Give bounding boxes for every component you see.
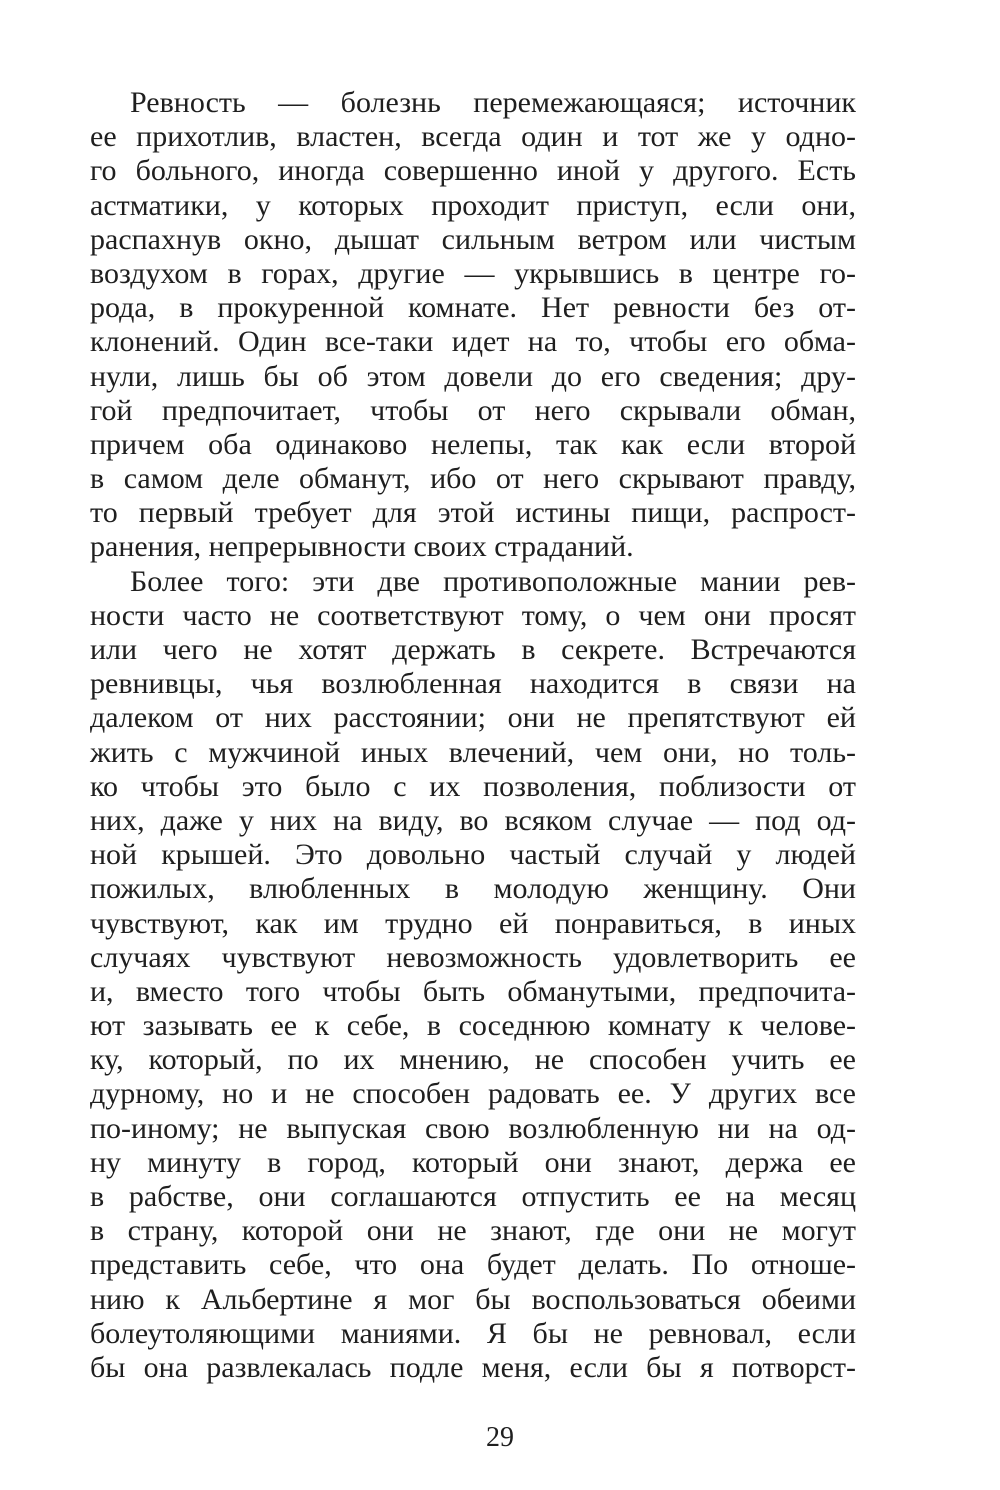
text-line: нули, лишь бы об этом довели до его сведения; дру-	[90, 359, 856, 393]
text-line: них, даже у них на виду, во всяком случае — под од-	[90, 803, 856, 837]
text-line: болеутоляющими маниями. Я бы не ревновал, если	[90, 1316, 856, 1350]
text-line: дурному, но и не способен радовать ее. У других все	[90, 1077, 856, 1111]
text-line: ют зазывать ее к себе, в соседнюю комнату к челове-	[90, 1009, 856, 1043]
text-line: Более того: эти две противоположные мании рев-	[130, 564, 856, 598]
text-line: распахнув окно, дышат сильным ветром или чистым	[90, 222, 856, 256]
text-line: го больного, иногда совершенно иной у другого. Есть	[90, 154, 856, 188]
text-line: бы она развлекалась подле меня, если бы я потворст-	[90, 1350, 856, 1384]
text-line: пожилых, влюбленных в молодую женщину. Они	[90, 872, 856, 906]
text-line: чувствуют, как им трудно ей понравиться, в иных	[90, 906, 856, 940]
text-line: то первый требует для этой истины пищи, распрост-	[90, 496, 856, 530]
text-line: рода, в прокуренной комнате. Нет ревности без от-	[90, 291, 856, 325]
text-line: воздухом в горах, другие — укрывшись в центре го-	[90, 256, 856, 290]
text-line: представить себе, что она будет делать. По отноше-	[90, 1248, 856, 1282]
text-line: по-иному; не выпуская свою возлюбленную ни на од-	[90, 1111, 856, 1145]
text-line: ревнивцы, чья возлюбленная находится в связи на	[90, 667, 856, 701]
text-line: гой предпочитает, чтобы от него скрывали обман,	[90, 393, 856, 427]
text-line: ку, который, по их мнению, не способен учить ее	[90, 1043, 856, 1077]
text-line: нию к Альбертине я мог бы воспользоваться обеими	[90, 1282, 856, 1316]
page-number: 29	[486, 1422, 514, 1453]
text-line: астматики, у которых проходит приступ, если они,	[90, 188, 856, 222]
text-line: ранения, непрерывности своих страданий.	[90, 530, 634, 564]
text-line: случаях чувствуют невозможность удовлетворить ее	[90, 940, 856, 974]
text-line: в рабстве, они соглашаются отпустить ее на месяц	[90, 1180, 856, 1213]
text-line: ее прихотлив, властен, всегда один и тот же у одно-	[90, 120, 856, 154]
text-line: жить с мужчиной иных влечений, чем они, но толь-	[90, 735, 856, 769]
text-line: ко чтобы это было с их позволения, поблизости от	[90, 769, 856, 803]
text-line: в страну, которой они не знают, где они не могут	[90, 1214, 856, 1248]
text-line: ной крышей. Это довольно частый случай у людей	[90, 838, 856, 872]
text-line: или чего не хотят держать в секрете. Встречаются	[90, 633, 856, 666]
text-line: далеком от них расстоянии; они не препятствуют ей	[90, 701, 856, 735]
text-line: и, вместо того чтобы быть обманутыми, предпочита-	[90, 974, 856, 1008]
text-line: ности часто не соответствуют тому, о чем они просят	[90, 598, 856, 632]
text-line: Ревность — болезнь перемежающаяся; источник	[130, 86, 856, 119]
body-text	[90, 86, 856, 1385]
text-line: ну минуту в город, который они знают, держа ее	[90, 1145, 856, 1179]
text-line: в самом деле обманут, ибо от него скрывают правду,	[90, 462, 856, 496]
text-line: причем оба одинаково нелепы, так как если второй	[90, 427, 856, 461]
text-line: клонений. Один все-таки идет на то, чтобы его обма-	[90, 325, 856, 359]
